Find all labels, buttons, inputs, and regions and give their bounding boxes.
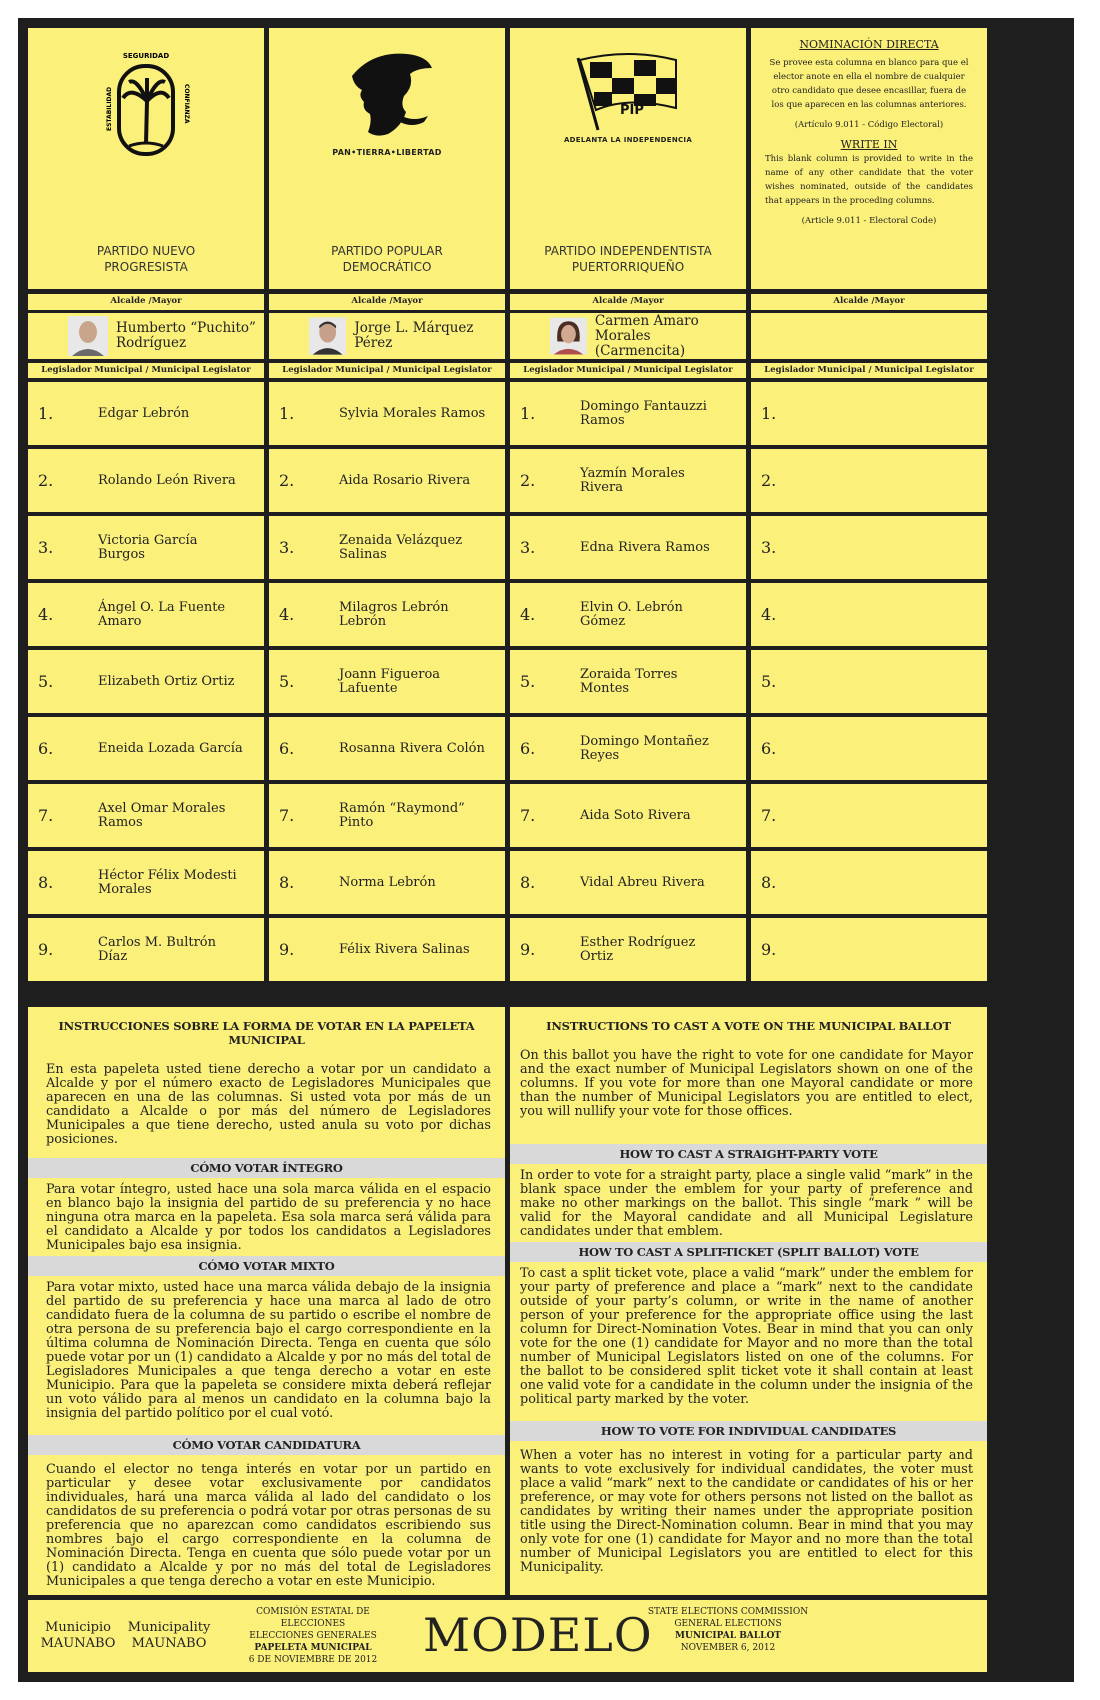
- municipio-block: [38, 1620, 118, 1652]
- legislator-entry[interactable]: 4. Elvin O. Lebrón Gómez: [510, 583, 746, 646]
- instructions-en-text-individual: When a voter has no interest in voting for a particular party and wants to vote exclusively for individual candidates, the voter must place a valid “mark” next to the candidate or candidates of his or her preference, or may vote for others persons not listed on the ballot as candidates by writing their names under the appropriate position title using the Direct-Nomination column. Bear in mind that you may only vote for one (1) candidate for Mayor and no more than the total number of Municipal Legislators you are entitled to elect for this Municipality.: [520, 1448, 973, 1575]
- legislator-entry[interactable]: 3. Victoria García Burgos: [28, 516, 264, 579]
- ballot-footer: [28, 1600, 987, 1672]
- legislator-entry[interactable]: 9. Carlos M. Bultrón Díaz: [28, 918, 264, 981]
- ppd-party-column-header[interactable]: [269, 28, 505, 289]
- legislator-entry[interactable]: 7. Ramón “Raymond” Pinto: [269, 784, 505, 847]
- write-in-ref-es: (Artículo 9.011 - Código Electoral): [794, 120, 944, 130]
- pnp-emblem-left-text: ESTABILIDAD: [106, 86, 113, 131]
- legislator-write-in[interactable]: 9.: [751, 918, 987, 981]
- mayor-name: Humberto “Puchito” Rodríguez: [116, 320, 256, 351]
- legislator-write-in[interactable]: 2.: [751, 449, 987, 512]
- instructions-en-text-split: To cast a split ticket vote, place a valid “mark” under the emblem for your party of preference and place a “mark” next to the candidate outside of your party’s column, or write in the name of another person of your preference for the appropriate office using the last column for Direct-Nomination Votes. Bear in mind that you can only vote for the one (1) candidate for Mayor and no more than the total number of Municipal Legislators listed on one of the columns. For the ballot to be considered split ticket vote it shall contain at least one valid vote for a candidate in the column under the insignia of the political party marked by the voter.: [520, 1266, 973, 1407]
- pnp-party-name: PARTIDO NUEVO PROGRESISTA: [96, 244, 196, 274]
- pnp-emblem-right-text: CONFIANZA: [183, 84, 190, 124]
- legislator-entry[interactable]: 1. Sylvia Morales Ramos: [269, 382, 505, 445]
- legislator-entry[interactable]: 8. Héctor Félix Modesti Morales: [28, 851, 264, 914]
- legislator-entry[interactable]: 9. Félix Rivera Salinas: [269, 918, 505, 981]
- legislator-write-in[interactable]: 8.: [751, 851, 987, 914]
- instructions-en-heading-individual: HOW TO VOTE FOR INDIVIDUAL CANDIDATES: [510, 1421, 987, 1441]
- candidate-photo: [68, 316, 108, 356]
- mayor-label: Alcalde /Mayor: [510, 294, 746, 310]
- mayor-candidate-pip[interactable]: [510, 313, 746, 359]
- mayor-label: Alcalde /Mayor: [751, 294, 987, 310]
- pip-party-column-header[interactable]: [510, 28, 746, 289]
- pip-party-name: PARTIDO INDEPENDENTISTA PUERTORRIQUEÑO: [544, 244, 712, 274]
- legislator-entry[interactable]: 1. Edgar Lebrón: [28, 382, 264, 445]
- mayor-write-in[interactable]: [751, 313, 987, 359]
- legislator-entry[interactable]: 7. Axel Omar Morales Ramos: [28, 784, 264, 847]
- legislator-entry[interactable]: 3. Zenaida Velázquez Salinas: [269, 516, 505, 579]
- legislator-label: Legislador Municipal / Municipal Legislator: [751, 363, 987, 378]
- instructions-es-heading-straight: CÓMO VOTAR ÍNTEGRO: [28, 1158, 505, 1178]
- mayor-label: Alcalde /Mayor: [28, 294, 264, 310]
- legislator-entry[interactable]: 5. Joann Figueroa Lafuente: [269, 650, 505, 713]
- commission-en: STATE ELECTIONS COMMISSION GENERAL ELECTIONS MUNICIPAL BALLOT NOVEMBER 6, 2012: [647, 1607, 809, 1653]
- ppd-emblem: [269, 46, 505, 157]
- legislator-entry[interactable]: 6. Domingo Montañez Reyes: [510, 717, 746, 780]
- legislator-write-in[interactable]: 3.: [751, 516, 987, 579]
- pnp-emblem-top-text: SEGURIDAD: [122, 52, 170, 60]
- legislator-entry[interactable]: 9. Esther Rodríguez Ortiz: [510, 918, 746, 981]
- legislator-entry[interactable]: 1. Domingo Fantauzzi Ramos: [510, 382, 746, 445]
- pnp-party-column-header[interactable]: [28, 28, 264, 289]
- legislator-entry[interactable]: 5. Elizabeth Ortiz Ortiz: [28, 650, 264, 713]
- instructions-en-title: INSTRUCTIONS TO CAST A VOTE ON THE MUNICIPAL BALLOT: [546, 1019, 951, 1033]
- legislator-entry[interactable]: 2. Yazmín Morales Rivera: [510, 449, 746, 512]
- write-in-text-es: Se provee esta columna en blanco para que el elector anote en ella el nombre de cualquier otro candidato que desee encasillar, fuera de los que aparecen en las columnas anteriores.: [769, 58, 969, 110]
- write-in-title-es: NOMINACIÓN DIRECTA: [799, 38, 939, 51]
- municipality-value: MAUNABO: [131, 1636, 207, 1651]
- mayor-label: Alcalde /Mayor: [269, 294, 505, 310]
- municipality-block: [124, 1620, 214, 1652]
- ppd-party-name: PARTIDO POPULAR DEMOCRÁTICO: [331, 244, 443, 274]
- write-in-ref-en: (Article 9.011 - Electoral Code): [801, 216, 937, 226]
- legislator-entry[interactable]: 3. Edna Rivera Ramos: [510, 516, 746, 579]
- commission-es: COMISIÓN ESTATAL DE ELECCIONES ELECCIONES GENERALES PAPELETA MUNICIPAL 6 DE NOVIEMBRE DE 2012: [248, 1607, 378, 1665]
- legislator-write-in[interactable]: 7.: [751, 784, 987, 847]
- pip-emblem-motto: ADELANTA LA INDEPENDENCIA: [563, 136, 693, 144]
- legislator-entry[interactable]: 4. Ángel O. La Fuente Amaro: [28, 583, 264, 646]
- pip-emblem: [510, 48, 746, 144]
- write-in-column-header[interactable]: [751, 28, 987, 289]
- legislator-entry[interactable]: 2. Aida Rosario Rivera: [269, 449, 505, 512]
- municipality-label: Municipality: [127, 1620, 211, 1635]
- instructions-en-heading-split: HOW TO CAST A SPLIT-TICKET (SPLIT BALLOT) VOTE: [510, 1242, 987, 1262]
- mayor-candidate-pnp[interactable]: [28, 313, 264, 359]
- legislator-write-in[interactable]: 4.: [751, 583, 987, 646]
- legislator-label: Legislador Municipal / Municipal Legislator: [510, 363, 746, 378]
- instructions-en-heading-straight: HOW TO CAST A STRAIGHT-PARTY VOTE: [510, 1144, 987, 1164]
- municipio-value: MAUNABO: [40, 1636, 116, 1651]
- candidate-photo: [309, 316, 346, 356]
- jibaro-silhouette-icon: [332, 46, 442, 146]
- municipio-label: Municipio: [45, 1620, 111, 1635]
- legislator-entry[interactable]: 4. Milagros Lebrón Lebrón: [269, 583, 505, 646]
- palm-tree-icon: [101, 46, 191, 166]
- legislator-write-in[interactable]: 5.: [751, 650, 987, 713]
- legislator-write-in[interactable]: 6.: [751, 717, 987, 780]
- instructions-en: [510, 1007, 987, 1595]
- legislator-entry[interactable]: 6. Eneida Lozada García: [28, 717, 264, 780]
- mayor-candidate-ppd[interactable]: [269, 313, 505, 359]
- legislator-label: Legislador Municipal / Municipal Legislator: [28, 363, 264, 378]
- mayor-name: Carmen Amaro Morales (Carmencita): [594, 313, 699, 359]
- instructions-es-heading-split: CÓMO VOTAR MIXTO: [28, 1256, 505, 1276]
- pip-flag-text: PIP: [620, 103, 644, 118]
- instructions-es-text-split: Para votar mixto, usted hace una marca válida debajo de la insignia del partido de su preferencia y hace una marca al lado de otro candidato fuera de la columna de su partido o escribe el nombre de otra persona de su preferencia bajo el cargo correspondiente en la última columna de Nominación Directa. Tenga en cuenta que sólo puede votar por un (1) candidato a Alcalde y por no más del total de Legisladores Municipales a que tenga derecho a votar en este Municipio. Para que la papeleta se considere mixta deberá reflejar un voto válido para al menos un candidato en la columna bajo la insignia del partido político por el cual votó.: [46, 1280, 491, 1421]
- instructions-en-intro: On this ballot you have the right to vote for one candidate for Mayor and the exact number of Municipal Legislators shown on one of the columns. If you vote for more than one Mayoral candidate or more than the number of Municipal Legislators you are entitled to elect, you will nullify your vote for those offices.: [520, 1048, 973, 1119]
- legislator-entry[interactable]: 5. Zoraida Torres Montes: [510, 650, 746, 713]
- legislator-entry[interactable]: 2. Rolando León Rivera: [28, 449, 264, 512]
- modelo-watermark: MODELO: [423, 1608, 653, 1662]
- legislator-write-in[interactable]: 1.: [751, 382, 987, 445]
- legislator-entry[interactable]: 7. Aida Soto Rivera: [510, 784, 746, 847]
- mayor-name: Jorge L. Márquez Pérez: [354, 320, 474, 351]
- legislator-entry[interactable]: 8. Norma Lebrón: [269, 851, 505, 914]
- instructions-es: [28, 1007, 505, 1595]
- municipal-ballot: [18, 18, 1074, 1682]
- ppd-emblem-motto: PAN•TIERRA•LIBERTAD: [332, 148, 442, 157]
- instructions-es-text-straight: Para votar íntegro, usted hace una sola marca válida en el espacio en blanco bajo la insignia del partido de su preferencia y no hace ninguna otra marca en la papeleta. Esa sola marca será válida para el candidato a Alcalde y por todos los candidatos a Legisladores Municipales bajo esa insignia.: [46, 1182, 491, 1253]
- instructions-es-intro: En esta papeleta usted tiene derecho a votar por un candidato a Alcalde y por el número exacto de Legisladores Municipales que aparecen en una de las columnas. Si usted vota por más de un candidato a Alcalde o por más del número de Legisladores Municipales a que tiene derecho, usted anula su voto por dichas posiciones.: [46, 1062, 491, 1147]
- legislator-entry[interactable]: 6. Rosanna Rivera Colón: [269, 717, 505, 780]
- legislator-entry[interactable]: 8. Vidal Abreu Rivera: [510, 851, 746, 914]
- legislator-label: Legislador Municipal / Municipal Legislator: [269, 363, 505, 378]
- instructions-es-text-individual: Cuando el elector no tenga interés en votar por un partido en particular y desee votar exclusivamente por candidatos individuales, hará una marca válida al lado del candidato o los candidatos de su preferencia o podrá votar por otras personas de su preferencia que no aparezcan como candidatos escribiendo sus nombres bajo el cargo correspondiente en la columna de Nominación Directa. Tenga en cuenta que sólo puede votar por un (1) candidato a Alcalde y por no más del total de Legisladores Municipales a que tenga derecho a votar en este Municipio.: [46, 1462, 491, 1589]
- pip-flag-icon: [568, 48, 688, 134]
- write-in-title-en: WRITE IN: [840, 138, 898, 151]
- candidate-photo: [550, 316, 587, 356]
- instructions-en-text-straight: In order to vote for a straight party, place a single valid “mark” in the blank space under the emblem for your party of preference and make no other markings on the ballot. This single “mark ” will be valid for the Mayoral candidate and all Municipal Legislature candidates under that emblem.: [520, 1168, 973, 1239]
- pnp-emblem: [28, 46, 264, 166]
- instructions-es-heading-individual: CÓMO VOTAR CANDIDATURA: [28, 1435, 505, 1455]
- write-in-text-en: This blank column is provided to write in the name of any other candidate that the voter wishes nominated, outside of the candidates that appears in the proceding columns.: [765, 154, 973, 206]
- instructions-es-title: INSTRUCCIONES SOBRE LA FORMA DE VOTAR EN LA PAPELETA MUNICIPAL: [58, 1019, 475, 1047]
